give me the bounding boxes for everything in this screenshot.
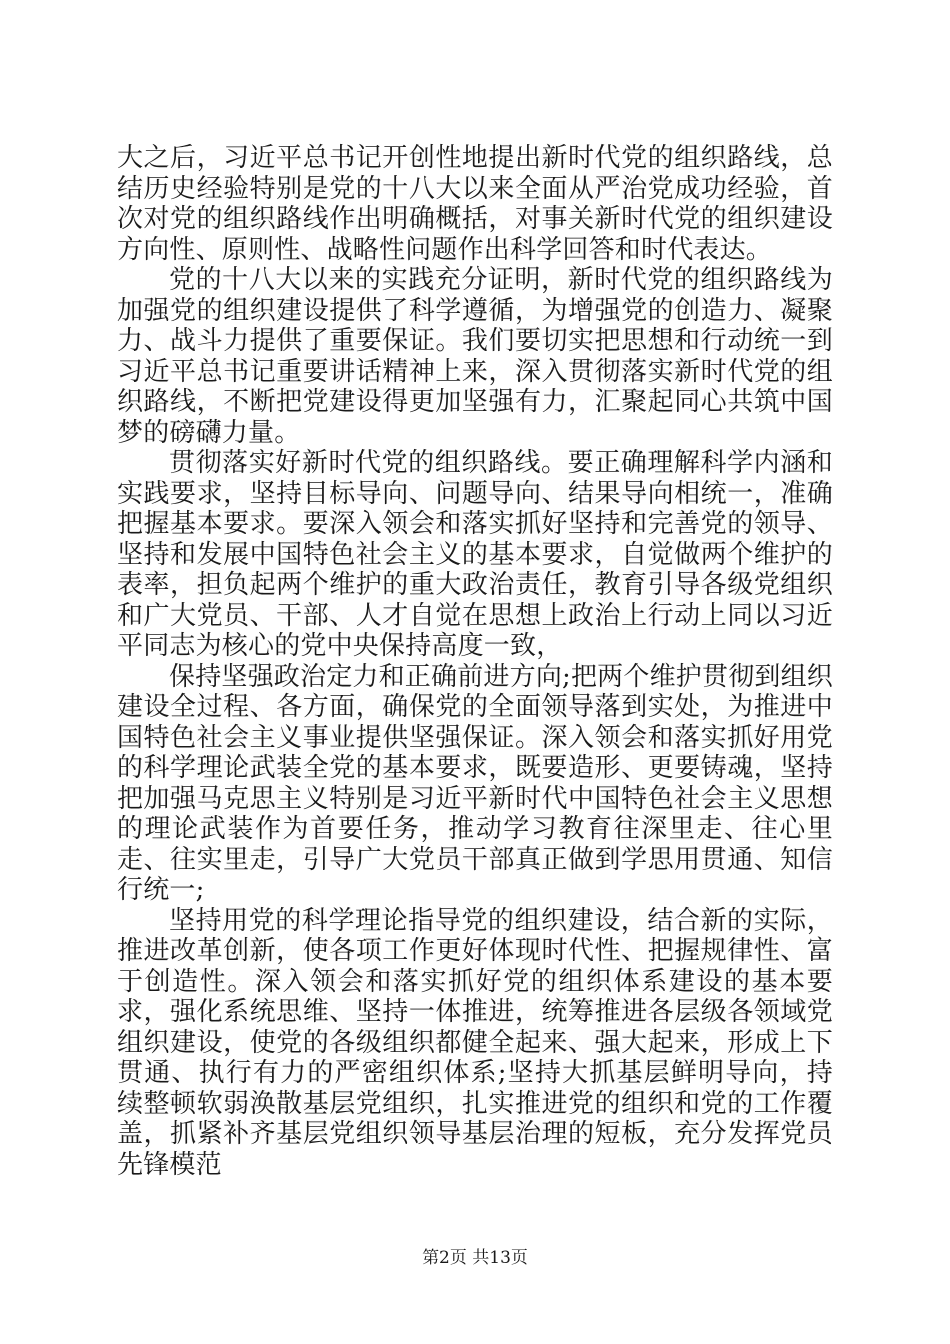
paragraph: 党的十八大以来的实践充分证明，新时代党的组织路线为加强党的组织建设提供了科学遵循，为增强党的创造力、凝聚力、战斗力提供了重要保证。我们要切实把思想和行动统一到习近平总书记重要讲话精神上来，深入贯彻落实新时代党的组织路线，不断把党建设得更加坚强有力，汇聚起同心共筑中国梦的磅礴力量。 xyxy=(117,265,833,448)
page-number-footer: 第2页 共13页 xyxy=(422,1248,528,1268)
paragraph-continuation: 大之后，习近平总书记开创性地提出新时代党的组织路线，总结历史经验特别是党的十八大以来全面从严治党成功经验，首次对党的组织路线作出明确概括，对事关新时代党的组织建设方向性、原则性、战略性问题作出科学回答和时代表达。 xyxy=(117,143,833,265)
paragraph: 贯彻落实好新时代党的组织路线。要正确理解科学内涵和实践要求，坚持目标导向、问题导向、结果导向相统一，准确把握基本要求。要深入领会和落实抓好坚持和完善党的领导、坚持和发展中国特色社会主义的基本要求，自觉做两个维护的表率，担负起两个维护的重大政治责任，教育引导各级党组织和广大党员、干部、人才自觉在思想上政治上行动上同以习近平同志为核心的党中央保持高度一致， xyxy=(117,448,833,661)
paragraph: 保持坚强政治定力和正确前进方向;把两个维护贯彻到组织建设全过程、各方面，确保党的全面领导落到实处，为推进中国特色社会主义事业提供坚强保证。深入领会和落实抓好用党的科学理论武装全党的基本要求，既要造形、更要铸魂，坚持把加强马克思主义特别是习近平新时代中国特色社会主义思想的理论武装作为首要任务，推动学习教育往深里走、往心里走、往实里走，引导广大党员干部真正做到学思用贯通、知信行统一; xyxy=(117,661,833,905)
document-body xyxy=(117,143,833,1180)
paragraph: 坚持用党的科学理论指导党的组织建设，结合新的实际，推进改革创新，使各项工作更好体现时代性、把握规律性、富于创造性。深入领会和落实抓好党的组织体系建设的基本要求，强化系统思维、坚持一体推进，统筹推进各层级各领域党组织建设，使党的各级组织都健全起来、强大起来，形成上下贯通、执行有力的严密组织体系;坚持大抓基层鲜明导向，持续整顿软弱涣散基层党组织，扎实推进党的组织和党的工作覆盖，抓紧补齐基层党组织领导基层治理的短板，充分发挥党员先锋模范 xyxy=(117,905,833,1180)
